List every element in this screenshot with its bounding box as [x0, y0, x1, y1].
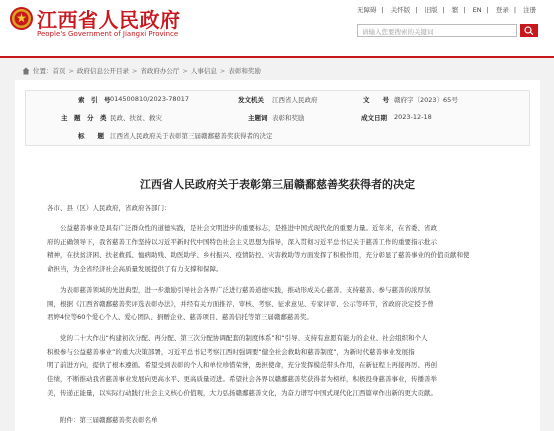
paragraph-line: 府的正确领导下，我省慈善工作坚持以习近平新时代中国特色社会主义思想为指导，深入贯彻习近平总书记关于慈善工作的重要指示批示: [47, 237, 437, 246]
date-label: 成文日期: [361, 114, 387, 122]
breadcrumb-awards[interactable]: 表彰和奖励: [228, 67, 261, 75]
paragraph-line: 命担当，为全省经济社会高质量发展提供了有力支撑和保障。: [47, 265, 223, 274]
attachment-link[interactable]: 附件：第三届赣鄱慈善奖表彰名单: [60, 416, 158, 424]
breadcrumb-office[interactable]: 省政府办公厅: [140, 67, 180, 75]
paragraph-line: 美，传递正能量，以实际行动践行社会主义核心价值观，大力弘扬赣鄱慈善文化，为奋力谱写中国式现代化江西篇章作出新的更大贡献。: [47, 388, 437, 397]
issuer-label: 发文机关: [238, 96, 264, 104]
topic-label: 主 题 分 类: [61, 114, 107, 122]
article-card: [15, 80, 540, 431]
home-icon: [22, 67, 30, 75]
search-icon: [524, 26, 534, 35]
meta-row: [26, 131, 531, 143]
paragraph-line: 为表彰慈善领域的先进典型，进一步激励引导社会各界广泛进行慈善道德实践，推动形成关心慈善、支持慈善、参与慈善的浓厚氛: [60, 286, 431, 294]
breadcrumb-label: 位置：: [33, 67, 53, 75]
theme-value: 表彰和奖励: [272, 114, 305, 122]
topic-value: 民政、扶贫、救灾: [110, 114, 162, 122]
paragraph-line: 君婷4位等60个爱心个人、爱心团队、捐赠企业、慈善项目、慈善信托等第三届赣鄱慈善奖。: [47, 313, 313, 322]
site-title[interactable]: 江西省人民政府: [37, 8, 181, 32]
docno-value: 赣府字〔2023〕65号: [394, 96, 458, 104]
docno-label: 文 号: [363, 96, 389, 104]
care-mode-link[interactable]: 关怀版: [390, 6, 411, 14]
paragraph-line: 佳绩，不断推动我省慈善事业发展向更高水平、更高质量迈进。希望社会各界以赣鄱慈善奖获得者为榜样，积极投身慈善事业，传播善举: [47, 375, 437, 384]
site-subtitle: People's Government of Jiangxi Province: [37, 30, 179, 38]
title-label: 标 题: [78, 132, 104, 140]
old-version-link[interactable]: 旧版: [424, 6, 438, 14]
paragraph-1: [47, 222, 517, 277]
traditional-chinese-link[interactable]: 繁: [451, 6, 459, 14]
date-value: 2023-12-18: [394, 113, 432, 121]
breadcrumb-home[interactable]: 首页: [52, 67, 66, 75]
paragraph-line: 精神，在扶贫济困、扶老救孤、恤病助残、助医助学、乡村振兴、疫情防控、灾害救助等方面发挥了积极作用，充分彰显了慈善事业的价值贡献和使: [47, 251, 470, 260]
meta-row: [26, 113, 531, 125]
meta-row: [26, 95, 531, 107]
paragraph-line: 围，根据《江西省赣鄱慈善奖评选表彰办法》，并经有关方面推荐、审核、考察、征求意见、专家评审、公示等环节，省政府决定授予曾: [47, 299, 434, 308]
national-emblem-icon: [10, 7, 33, 30]
breadcrumb-catalog[interactable]: 政府信息公开目录: [76, 67, 129, 75]
register-link[interactable]: 注册: [523, 6, 537, 14]
top-links: 无障碍 | 关怀版 | 旧版 | 繁 | EN | 登录 | 注册: [357, 6, 537, 14]
breadcrumb-personnel[interactable]: 人事信息: [190, 67, 217, 75]
paragraph-line: 积极参与公益慈善事业”的重大决策部署，习近平总书记考察江西时强调要“健全社会救助和慈善制度”，为新时代慈善事业发展指: [47, 347, 415, 356]
document-title: 江西省人民政府关于表彰第三届赣鄱慈善奖获得者的决定: [140, 178, 415, 191]
issuer-value: 江西省人民政府: [272, 96, 318, 104]
paragraph-line: 公益慈善事业是具有广泛群众性的道德实践，是社会文明进步的重要标志，是推进中国式现代化的重要力量。近年来，在省委、省政: [60, 224, 437, 232]
paragraph-line: 党的二十大作出“构建初次分配、再分配、第三次分配协调配套的制度体系”和“引导、支持有意愿有能力的企业、社会组织和个人: [60, 334, 428, 342]
paragraph-line: 明了前进方向，提供了根本遵循。希望受到表彰的个人和单位珍惜荣誉，勇担使命，充分发挥模范带头作用，在新征程上再接再厉、再创: [47, 361, 437, 370]
paragraph-2: [47, 284, 517, 325]
site-header: [0, 0, 554, 58]
paragraph-3: [47, 332, 517, 401]
accessibility-link[interactable]: 无障碍: [357, 6, 377, 14]
index-value: 014500810/2023-78017: [110, 95, 189, 103]
theme-label: 主题词: [248, 114, 268, 122]
english-link[interactable]: EN: [472, 6, 482, 14]
salutation: 各市、县（区）人民政府，省政府各部门：: [47, 204, 171, 212]
search-button[interactable]: [520, 24, 538, 37]
breadcrumb: 位置：首页 > 政府信息公开目录 > 省政府办公厅 > 人事信息 > 表彰和奖励: [22, 66, 261, 75]
document-meta-table: [25, 90, 530, 146]
index-label: 索 引 号: [78, 96, 111, 104]
title-value: 江西省人民政府关于表彰第三届赣鄱慈善奖获得者的决定: [110, 132, 273, 140]
login-link[interactable]: 登录: [495, 6, 509, 14]
search-input[interactable]: 请输入您要搜索的关键词: [357, 24, 517, 37]
